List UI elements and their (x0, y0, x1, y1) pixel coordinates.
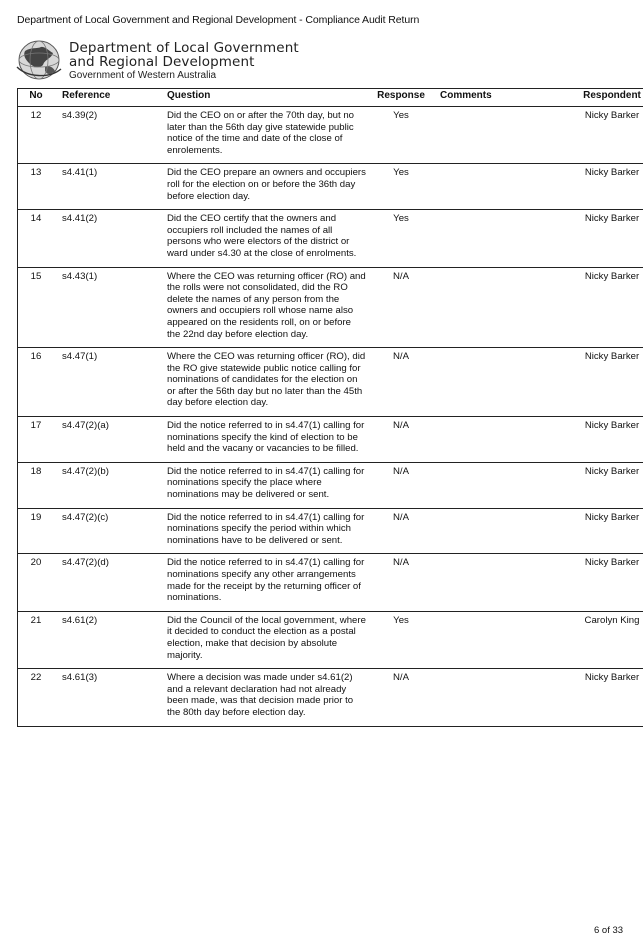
row-number: 12 (18, 107, 55, 164)
compliance-audit-table (17, 88, 643, 727)
row-respondent: Nicky Barker (557, 554, 643, 611)
row-respondent: Nicky Barker (557, 669, 643, 726)
row-reference: s4.47(1) (54, 348, 161, 417)
row-question: Where the CEO was returning officer (RO) and the rolls were not consolidated, did the RO delete the names of any person from the owners and occupiers roll whose name also appeared on the residents roll, on or before the 22nd day before election day. (161, 267, 368, 348)
row-reference: s4.47(2)(b) (54, 462, 161, 508)
column-header-response: Response (368, 89, 434, 107)
row-respondent: Nicky Barker (557, 462, 643, 508)
row-comments (434, 611, 557, 668)
row-response: N/A (368, 669, 434, 726)
row-response: N/A (368, 348, 434, 417)
table-row (18, 611, 643, 668)
row-response: N/A (368, 417, 434, 463)
logo-title-line2: and Regional Development (69, 54, 255, 70)
row-reference: s4.39(2) (54, 107, 161, 164)
row-comments (434, 267, 557, 348)
row-comments (434, 669, 557, 726)
table-row (18, 508, 643, 554)
row-reference: s4.47(2)(c) (54, 508, 161, 554)
table-row (18, 417, 643, 463)
row-question: Did the notice referred to in s4.47(1) calling for nominations specify the period within which nominations have to be delivered or sent. (161, 508, 368, 554)
row-respondent: Nicky Barker (557, 348, 643, 417)
row-comments (434, 210, 557, 267)
logo-subtitle: Government of Western Australia (69, 70, 217, 81)
row-reference: s4.61(2) (54, 611, 161, 668)
row-question: Where the CEO was returning officer (RO), did the RO give statewide public notice calling for nominations of candidates for the election on or after the 56th day but no later than the 45th day before election day. (161, 348, 368, 417)
table-header-row (18, 89, 643, 107)
row-number: 15 (18, 267, 55, 348)
row-number: 17 (18, 417, 55, 463)
table-row (18, 462, 643, 508)
row-number: 19 (18, 508, 55, 554)
row-number: 16 (18, 348, 55, 417)
row-reference: s4.47(2)(a) (54, 417, 161, 463)
row-number: 18 (18, 462, 55, 508)
row-respondent: Nicky Barker (557, 107, 643, 164)
row-reference: s4.47(2)(d) (54, 554, 161, 611)
row-reference: s4.41(2) (54, 210, 161, 267)
table-row (18, 164, 643, 210)
logo-title-line1: Department of Local Government (69, 40, 299, 56)
row-number: 21 (18, 611, 55, 668)
row-question: Did the CEO on or after the 70th day, but no later than the 56th day give statewide public notice of the time and date of the close of enrolements. (161, 107, 368, 164)
row-comments (434, 417, 557, 463)
row-response: N/A (368, 554, 434, 611)
table-body (18, 107, 643, 727)
table-row (18, 267, 643, 348)
row-question: Did the notice referred to in s4.47(1) calling for nominations specify the kind of election to be held and the vacany or vacancies to be filled. (161, 417, 368, 463)
document-header: Department of Local Government and Regional Development - Compliance Audit Return (17, 14, 420, 26)
table-row (18, 107, 643, 164)
row-question: Did the notice referred to in s4.47(1) calling for nominations specify any other arrangements made for the receipt by the returning officer of nominations. (161, 554, 368, 611)
row-question: Where a decision was made under s4.61(2) and a relevant declaration had not already been made, was that decision made prior to the 80th day before election day. (161, 669, 368, 726)
row-respondent: Nicky Barker (557, 210, 643, 267)
row-response: Yes (368, 164, 434, 210)
department-logo (15, 37, 345, 83)
row-question: Did the Council of the local government, where it decided to conduct the election as a postal election, make that decision by absolute majority. (161, 611, 368, 668)
row-number: 20 (18, 554, 55, 611)
row-response: Yes (368, 107, 434, 164)
row-question: Did the notice referred to in s4.47(1) calling for nominations specify the place where nominations may be delivered or sent. (161, 462, 368, 508)
column-header-respondent: Respondent (557, 89, 643, 107)
row-response: N/A (368, 462, 434, 508)
table-row (18, 348, 643, 417)
row-reference: s4.43(1) (54, 267, 161, 348)
row-reference: s4.61(3) (54, 669, 161, 726)
row-response: N/A (368, 267, 434, 348)
column-header-question: Question (161, 89, 368, 107)
row-reference: s4.41(1) (54, 164, 161, 210)
row-comments (434, 554, 557, 611)
row-number: 13 (18, 164, 55, 210)
table-row (18, 554, 643, 611)
table-row (18, 669, 643, 726)
row-number: 14 (18, 210, 55, 267)
row-question: Did the CEO prepare an owners and occupiers roll for the election on or before the 36th day before election day. (161, 164, 368, 210)
row-question: Did the CEO certify that the owners and occupiers roll included the names of all persons who were electors of the district or ward under s4.30 at the close of enrolments. (161, 210, 368, 267)
row-respondent: Nicky Barker (557, 417, 643, 463)
column-header-comments: Comments (434, 89, 557, 107)
row-respondent: Nicky Barker (557, 267, 643, 348)
column-header-no: No (18, 89, 55, 107)
row-comments (434, 107, 557, 164)
row-comments (434, 462, 557, 508)
row-response: Yes (368, 611, 434, 668)
row-comments (434, 164, 557, 210)
row-number: 22 (18, 669, 55, 726)
row-respondent: Nicky Barker (557, 508, 643, 554)
globe-emblem-icon (15, 37, 65, 83)
row-respondent: Carolyn King (557, 611, 643, 668)
row-respondent: Nicky Barker (557, 164, 643, 210)
row-response: N/A (368, 508, 434, 554)
row-comments (434, 508, 557, 554)
row-response: Yes (368, 210, 434, 267)
table-row (18, 210, 643, 267)
page-number: 6 of 33 (594, 925, 624, 936)
column-header-reference: Reference (54, 89, 161, 107)
row-comments (434, 348, 557, 417)
